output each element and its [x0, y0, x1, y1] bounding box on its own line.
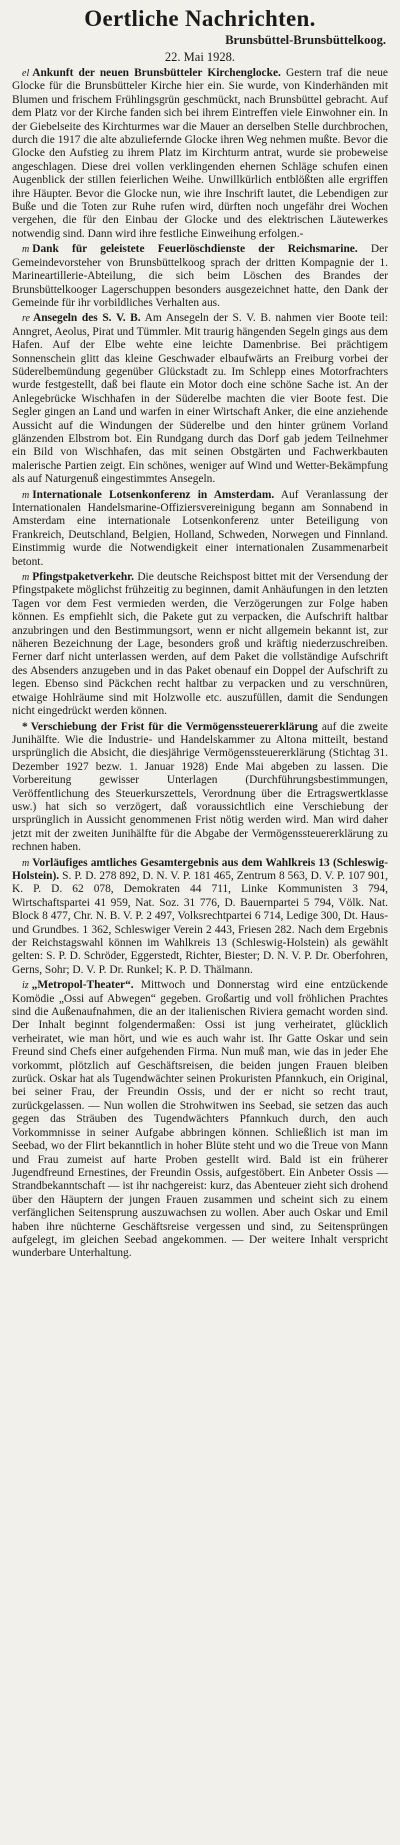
- article-headline: „Metropol-Theater“.: [31, 979, 134, 992]
- article-ansegeln: [12, 312, 388, 486]
- article-marker: m: [22, 572, 30, 584]
- article-marker: m: [22, 244, 30, 256]
- article-body: Der Gemeindevorsteher von Brunsbüttelkoog sprach der dritten Kompagnie der 1. Marineartillerie-Abteilung, die sich beim Löschen des Brandes der Brunsbüttelkooger Lagerschuppen besonders ausgezeichnet hatte, den Dank der Gemeinde für ihr vorbildliches Verhalten aus.: [12, 243, 388, 309]
- article-headline: Ansegeln des S. V. B.: [32, 312, 141, 325]
- article-body: Gestern traf die neue Glocke für die Brunsbütteler Kirche hier ein. Sie wurde, von Kinderhänden mit Blumen und frischem Frühlingsgrün geschmückt, nach Brunsbüttel gebracht. Auf dem Platz vor der Kirche fanden sich bei ihrem Eintreffen viele Einwohner ein. In der Giebelseite des Kirchturmes war die Mauer an derselben Stelle durchbrochen, durch die 1917 die alte abzuliefernde Glocke ihren Weg nehmen mußte. Bevor die Glocke den Aufstieg zu ihrem Platz im Kirchturm antrat, wurde sie probeweise angeschlagen. Diese drei vollen verklingenden ehernen Schläge schufen einen Augenblick der stillen feierlichen Weihe. Unwillkürlich entblößten alle ergriffen ihre Häupter. Bevor die Glocke nun, wie ihre Inschrift lautet, die Lebendigen zur Buße und die Toten zur Ruhe rufen wird, dürften noch ungefähr drei Wochen vergehen, die für den Einbau der Glocke und des elektrischen Läutewerkes notwendig sind. Dann wird ihre festliche Einweihung erfolgen.-: [12, 67, 388, 240]
- article-body: S. P. D. 278 892, D. N. V. P. 181 465, Zentrum 8 563, D. V. P. 107 901, K. P. D. 62 078, Demokraten 44 711, Linke Kommunisten 3 794, Wirtschaftspartei 41 959, Nat. Soz. 31 776, D. Bauernpartei 5 794, Völk. Nat. Block 8 477, Chr. N. B. V. P. 2 497, Volksrechtpartei 6 714, Ledige 300, Dt. Haus- und Grundbes. 1 362, Schleswiger Verein 2 443, Friesen 282. Nach dem Ergebnis der Reichstagswahl können im Wahlkreis 13 (Schleswig-Holstein) als gewählt gelten: S. P. D. Schröder, Eggerstedt, Richter, Biester; D. N. V. P. Dr. Oberfohren, Gerns, Sohr; D. V. P. Dr. Runkel; K. P. D. Thälmann.: [12, 869, 388, 976]
- article-glocke: [12, 67, 388, 241]
- article-lotsenkonferenz: [12, 489, 388, 569]
- article-marker: m: [22, 489, 30, 501]
- article-body: Am Ansegeln der S. V. B. nahmen vier Boote teil: Anngret, Aeolus, Pirat und Tümmler. Mit traurig hängenden Segeln gings aus dem Hafen. Auf der Elbe wehte eine leichte Damenbrise. Bei prächtigem Sonnenschein glitt das kleine Geschwader elbaufwärts an Freiburg vorbei der Süderelbemündung gegenüber Glückstadt zu. Im Schlepp eines Motorfrachters wurde festgestellt, daß bei flaute ein Motor doch eine schöne Sache ist. An der Anlegebrücke Wischhafen in der Süderelbe machten die vier Boote fest. Die Segler gingen an Land und warfen in einer Wirtschaft Anker, die eine anziehende Aussicht auf die Windungen der Süderelbe und den hinter grünem Vorland glänzenden Elbstrom bot. Ein Rundgang durch das Dorf gab jedem Teilnehmer ein Bild von Wischhafen, das mit seinen Obstgärten und Fachwerkbauten malerische Partien zeigt. Ein schönes, weniger auf Wind und Wetter-Bekämpfung als auf Naturgenuß eingestimmtes Ansegeln.: [12, 312, 388, 486]
- article-metropol-theater: [12, 979, 388, 1261]
- article-marker: el: [22, 68, 30, 79]
- article-headline: Ankunft der neuen Brunsbütteler Kirchenglocke.: [32, 67, 281, 79]
- article-headline: Verschiebung der Frist für die Vermögenssteuererklärung: [30, 720, 318, 733]
- article-body: Die deutsche Reichspost bittet mit der Versendung der Pfingstpakete möglichst frühzeitig zu beginnen, damit Anhäufungen in den letzten Tagen vor dem Fest vermieden werden, die Verzögerungen zur Folge haben können. Es empfiehlt sich, die Pakete gut zu verpacken, die Aufschrift haltbar anzubringen und den Bestimmungsort, wenn er nicht allgemein bekannt ist, zur näheren Bezeichnung der Lage, besonders groß und kräftig niederzuschreiben. Ferner darf nicht unterlassen werden, auf dem Paket die vollständige Aufschrift des Absenders anzugeben und in das Paket obenauf ein Doppel der Aufschrift zu legen. Ebenso sind Päckchen recht haltbar zu verpacken und zu verschnüren, etwaige Hohlräume sind mit Holzwolle etc. auszufüllen, damit die Sendungen nicht eingedrückt werden können.: [12, 571, 388, 718]
- article-marker: iz: [22, 980, 29, 992]
- article-reichsmarine: [12, 243, 388, 310]
- article-marker: *: [22, 720, 28, 733]
- article-headline: Pfingstpaketverkehr.: [32, 571, 135, 584]
- article-pfingstpakete: [12, 571, 388, 718]
- article-vermoegenssteuer: [12, 721, 388, 855]
- dateline: 22. Mai 1928.: [164, 50, 236, 64]
- section-title: Oertliche Nachrichten.: [84, 6, 316, 31]
- article-marker: m: [22, 857, 30, 869]
- article-body: Auf Veranlassung der Internationalen Handelsmarine-Offiziersvereinigung begann am Sonnabend in Amsterdam eine internationale Lotsenkonferenz unter Beteiligung von Frankreich, Deutschland, Belgien, Holland, Schweden, Norwegen und Finnland. Einstimmig wurde die Notwendigkeit einer internationalen Zusammenarbeit betont.: [12, 488, 389, 568]
- article-headline: Internationale Lotsenkonferenz in Amsterdam.: [32, 488, 275, 501]
- article-body: auf die zweite Junihälfte. Wie die Industrie- und Handelskammer zu Altona mitteilt, bestand ursprünglich die Absicht, die diesjährige Vermögenssteuererklärung (Stichtag 31. Dezember 1927 bezw. 1. Januar 1928) Ende Mai abgeben zu lassen. Die Vorbereitung gewisser Unterlagen (Durchführungsbestimmungen, Veröffentlichung des Steuerkurszettels, Verordnung über die Ertragswertklasse usw.) hat sich so verzögert, daß voraussichtlich eine Verschiebung der ursprünglich in Aussicht genommenen Frist nötig werden wird. Man wird daher jetzt mit der zweiten Junihälfte für die Abgabe der Vermögenssteuererklärung zu rechnen haben.: [12, 720, 388, 854]
- section-subtitle: Brunsbüttel-Brunsbüttelkoog.: [225, 33, 386, 47]
- article-headline: Dank für geleistete Feuerlöschdienste der Reichsmarine.: [32, 243, 358, 256]
- article-wahlergebnis: [12, 857, 388, 978]
- article-headline: Vorläufiges amtliches Gesamtergebnis aus dem Wahlkreis 13 (Schleswig-Holstein).: [12, 856, 388, 882]
- article-body: Mittwoch und Donnerstag wird eine entzückende Komödie „Ossi auf Abwegen“ gegeben. Großartig und voll fröhlichen Prachtes sind die Außenaufnahmen, die an der italienischen Riviera gemacht worden sind. Der Inhalt beginnt folgendermaßen: Ossi ist jung verheiratet, glücklich verheiratet, wie man hört, und wie es auch wahr ist. Ihr Gatte Oskar und sein Freund sind Chefs einer aufgehenden Firma. Nun muß man, wie das in jeder Ehe vorkommt, plötzlich auf Geschäftsreisen, die beiden jungen Frauen bleiben zurück. Oskar hat als Tugendwächter seinen Prokuristen Pfannkuch, ein Original, bei seiner Frau, der Freundin Ossis, und der er nicht so recht traut, zurückgelassen. — Nun wollen die Strohwitwen ins Seebad, sie setzen das auch gegen das Sträuben des Tugendwächters Pfannkuch durch, den auch Vorkommnisse in seiner Aufgabe abbringen können. Schließlich ist man im Seebad, wo der Flirt bekanntlich in hoher Blüte steht und wo die Treue von Mann und Frau zumeist auf harte Proben gestellt wird. Bald ist ein früherer Jugendfreund Ernestines, der Freundin Ossis, aufgestöbert. Ein Anbeter Ossis — Strandbekanntschaft — ist ihr nachgereist: kurz, das Abenteuer zieht sich drohend über den Häuptern der jungen Frauen zusammen und scheint sich zu einem verfänglichen Seitensprung auszuwachsen zu wollen. Aber auch Oskar und Emil haben ihre nüchterne Geschäftsreise vergessen und sind, zu Seitensprüngen aufgelegt, im gleichen Seebad angekommen. — Der weitere Inhalt verspricht wunderbare Unterhaltung.: [12, 979, 388, 1260]
- article-marker: re: [22, 313, 30, 325]
- masthead: [12, 6, 388, 65]
